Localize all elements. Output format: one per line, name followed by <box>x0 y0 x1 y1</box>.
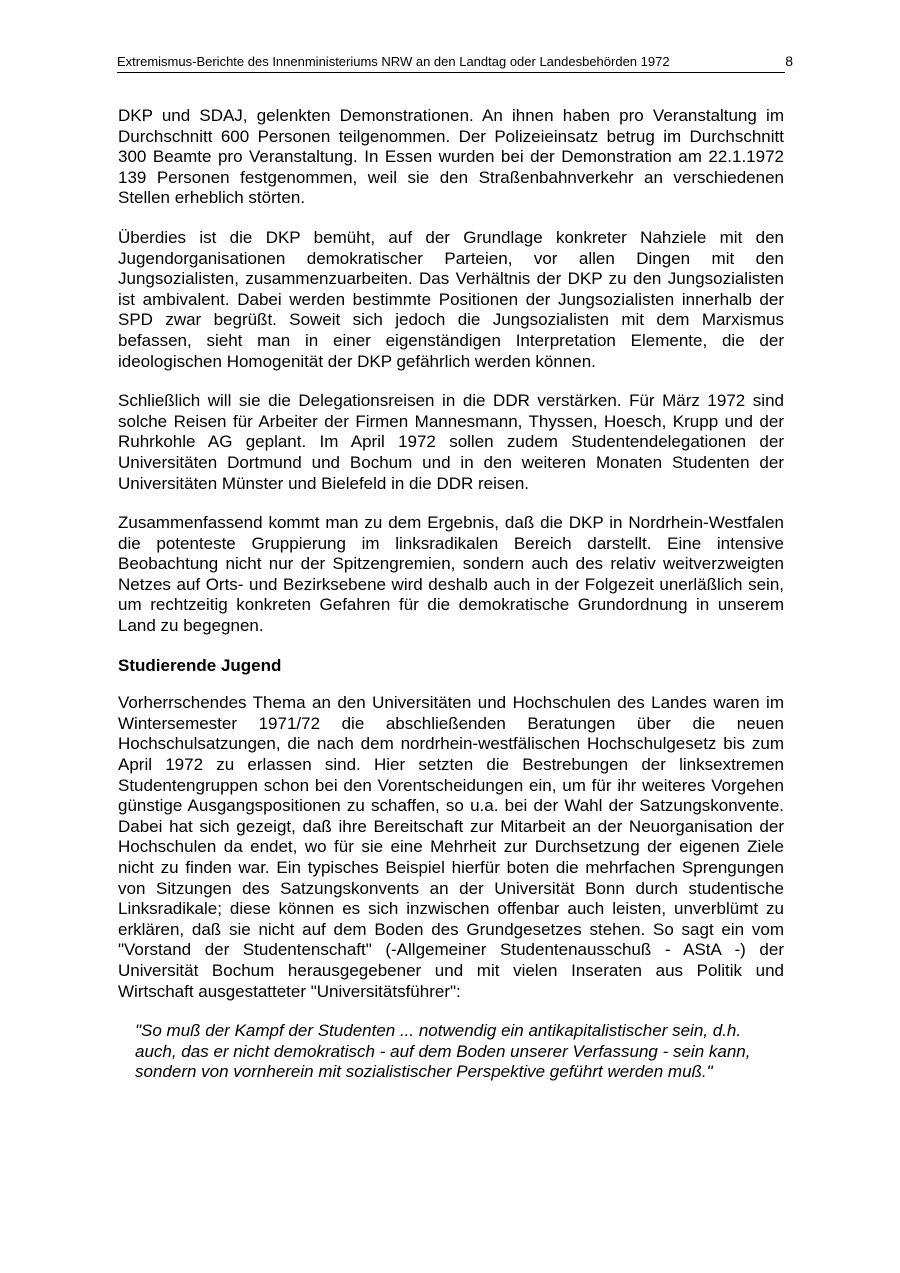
block-quote: "So muß der Kampf der Studenten ... notwendig ein antikapitalistischer sein, d.h. auch, das er nicht demokratisch - auf dem Boden unserer Verfassung - sein kann, sondern von vornherein mit sozialistischer Perspektive geführt werden muß." <box>135 1021 751 1082</box>
document-body <box>118 106 784 1083</box>
header-title: Extremismus-Berichte des Innenministeriums NRW an den Landtag oder Landesbehörden 1972 <box>117 54 670 69</box>
paragraph: Überdies ist die DKP bemüht, auf der Grundlage konkreter Nahziele mit den Jugendorganisationen demokratischer Parteien, vor allen Dingen mit den Jungsozialisten, zusammenzuarbeiten. Das Verhältnis der DKP zu den Jungsozialisten ist ambivalent. Dabei werden bestimmte Positionen der Jungsozialisten innerhalb der SPD zwar begrüßt. Soweit sich jedoch die Jungsozialisten mit dem Marxismus befassen, sieht man in einer eigenständigen Interpretation Elemente, die der ideologischen Homogenität der DKP gefährlich werden können. <box>118 227 784 371</box>
section-paragraph: Vorherrschendes Thema an den Universitäten und Hochschulen des Landes waren im Wintersemester 1971/72 die abschließenden Beratungen über die neuen Hochschulsatzungen, die nach dem nordrhein-westfälischen Hochschulgesetz bis zum April 1972 zu erlassen sind. Hier setzten die Bestrebungen der linksextremen Studentengruppen schon bei den Vorentscheidungen ein, um für ihr weiteres Vorgehen günstige Ausgangspositionen zu schaffen, so u.a. bei der Wahl der Satzungskonvente. Dabei hat sich gezeigt, daß ihre Bereitschaft zur Mitarbeit an der Neuorganisation der Hochschulen da endet, wo für sie eine Mehrheit zur Durchsetzung der eigenen Ziele nicht zu finden war. Ein typisches Beispiel hierfür boten die mehrfachen Sprengungen von Sitzungen des Satzungskonvents an der Universität Bonn durch studentische Linksradikale; diese können es sich inzwischen offenbar auch leisten, unverblümt zu erklären, daß sie nicht auf dem Boden des Grundgesetzes stehen. So sagt ein vom "Vorstand der Studentenschaft" (-Allgemeiner Studentenausschuß - AStA -) der Universität Bochum herausgegebener und mit vielen Inseraten aus Politik und Wirtschaft ausgestatteter "Universitätsführer": <box>118 693 784 1001</box>
section-heading: Studierende Jugend <box>118 655 282 675</box>
paragraph: Zusammenfassend kommt man zu dem Ergebnis, daß die DKP in Nordrhein-Westfalen die potenteste Gruppierung im linksradikalen Bereich darstellt. Eine intensive Beobachtung nicht nur der Spitzengremien, sondern auch des relativ weitverzweigten Netzes auf Orts- und Bezirksebene wird deshalb auch in der Folgezeit unerläßlich sein, um rechtzeitig konkreten Gefahren für die demokratische Grundordnung in unserem Land zu begegnen. <box>118 513 784 636</box>
paragraph: Schließlich will sie die Delegationsreisen in die DDR verstärken. Für März 1972 sind solche Reisen für Arbeiter der Firmen Mannesmann, Thyssen, Hoesch, Krupp und der Ruhrkohle AG geplant. Im April 1972 sollen zudem Studentendelegationen der Universitäten Dortmund und Bochum und in den weiteren Monaten Studenten der Universitäten Münster und Bielefeld in die DDR reisen. <box>118 391 784 493</box>
page-header <box>117 52 793 73</box>
paragraph: DKP und SDAJ, gelenkten Demonstrationen. An ihnen haben pro Veranstaltung im Durchschnitt 600 Personen teilgenommen. Der Polizeieinsatz betrug im Durchschnitt 300 Beamte pro Veranstaltung. In Essen wurden bei der Demonstration am 22.1.1972 139 Personen festgenommen, weil sie den Straßenbahnverkehr an verschiedenen Stellen erheblich störten. <box>118 106 784 208</box>
page-number: 8 <box>785 53 793 69</box>
